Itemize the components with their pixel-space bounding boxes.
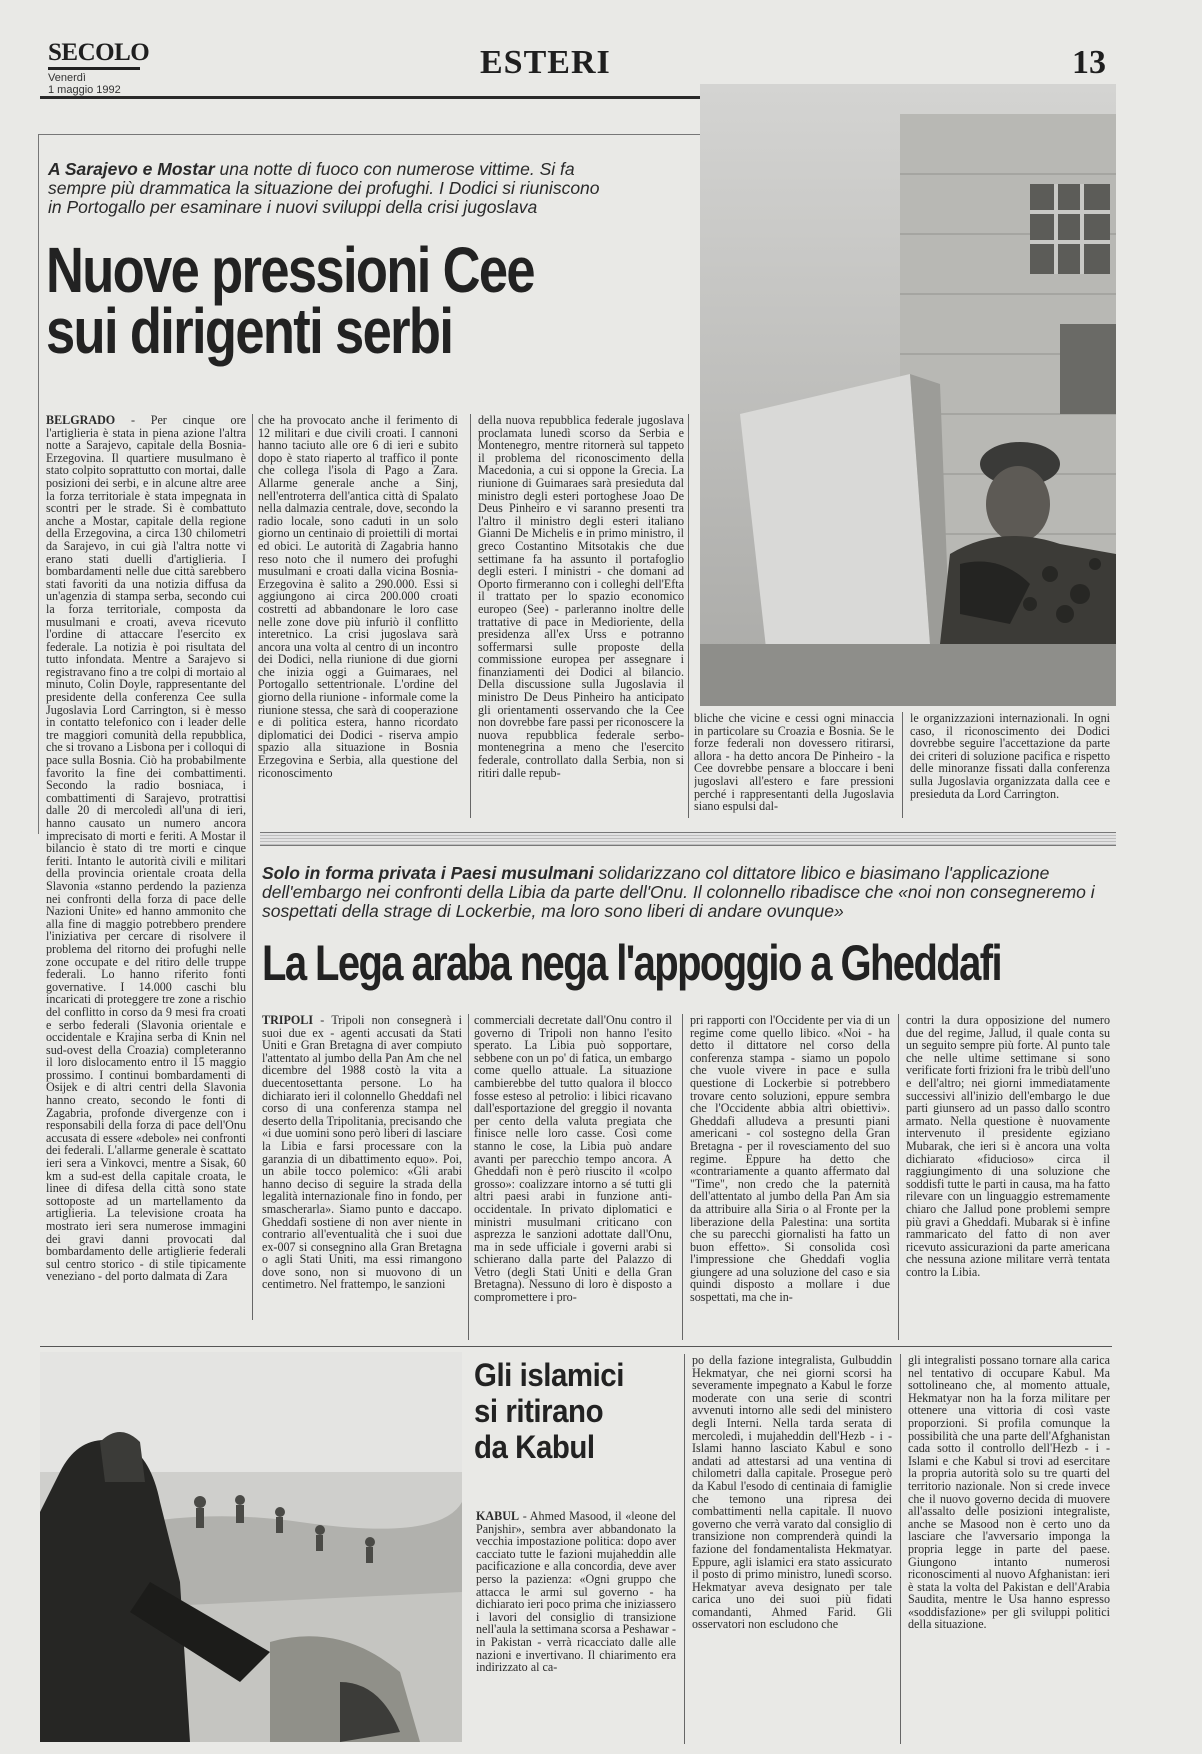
article2-dateline: TRIPOLI xyxy=(262,1014,314,1027)
article1-column-4: bliche che vicine e cessi ogni minaccia in particolare su Croazia e Bosnia. Se le forze federali non dovessero ritirarsi, allora - ha detto ancora De Pinheiro - la Cee dovrebbe pensare a bloccare i beni jugoslavi all'estero e fare pressioni perché i rappresentanti della Jugoslavia siano espulsi dal- xyxy=(694,712,894,814)
article2-deck xyxy=(262,864,1102,921)
article1-photo xyxy=(700,84,1116,706)
article2-column-3: pri rapporti con l'Occidente per via di un regime come quello libico. «Noi - ha detto il dittatore nel corso della conferenza stampa - siamo un popolo che vuole vivere in pace e sulla questione di Lockerbie si potrebbero trovare cento soluzioni, eppure sembra che l'Occidente abbia altri obiettivi». Gheddafi alludeva a presunti piani americani - col sostegno della Gran Bretagna - per il rovesciamento del suo regime. Eppure ha detto che «contrariamente a quanto affermato dal "Time", non credo che la paternità dell'attentato al jumbo della Pan Am sia da attribuire alla Siria o al Fronte per la liberazione della Palestina: una sortita che su parecchi giornalisti ha fatto un buon effetto». Si consolida così l'impressione che Gheddafi voglia giungere ad una soluzione del caso e sia quindi disposto a mollare i due sospettati, ma che in- xyxy=(690,1014,890,1305)
column-divider xyxy=(688,414,689,818)
kabul-photo-image xyxy=(40,1352,462,1742)
column-divider xyxy=(470,414,471,818)
article3-headline-line2: si ritirano xyxy=(474,1392,604,1429)
section-separator-band xyxy=(260,832,1116,846)
article3-dateline: KABUL xyxy=(476,1510,520,1523)
article2-column-1-text: - Tripoli non consegnerà i suoi due ex - agenti accusati da Stati Uniti e Gran Bretagna di aver compiuto l'attentato al jumbo della Pan Am che nel dicembre del 1988 costò la vita a duecentosettanta persone. Lo ha dichiarato ieri il colonnello Gheddafi nel corso di una conferenza stampa nel deserto della Tripolitania, precisando che «i due uomini sono però liberi di lasciare la Libia e farsi processare con la garanzia di un dibattimento equo». Poi, un abile tocco polemico: «Gli arabi hanno deciso di seguire la strada della legalità internazionale fino in fondo, per smascherarla». Siamo punto e daccapo. Gheddafi sostiene di non aver niente in contrario all'eventualità che i suoi due ex-007 si consegnino alla Gran Bretagna o agli Stati Uniti, ma essi rimangono dove sono, non si muovono di un centimetro. Nel frattempo, le sanzioni xyxy=(262,1014,462,1292)
article1-column-3: della nuova repubblica federale jugoslava proclamata lunedì scorso da Serbia e Montenegro, mentre ritornerà sul tappeto il problema del riconoscimento della Macedonia, a cui si oppone la Grecia. La riunione di Guimaraes sarà presieduta dal ministro degli esteri portoghese Joao De Deus Pinheiro e vi saranno presenti tra l'altro il ministro degli esteri italiano Gianni De Michelis e in primo ministro, il greco Costantino Mitsotakis che due settimane fa ha assunto il portafoglio degli esteri. I ministri - che domani ad Oporto firmeranno con i colleghi dell'Efta il trattato per lo spazio economico europeo (See) - parleranno inoltre delle trattative di pace in Medioriente, della presidenza all'ex Urss e potranno soffermarsi sulle proposte della commissione europea per assegnare i finanziamenti dei Dodici al bilancio. Della discussione sulla Jugoslavia il ministro De Deus Pinheiro ha anticipato gli orientamenti osservando che la Cee non dovrebbe fare passi per riconoscere la nuova repubblica federale serbo-montenegrina a meno che l'esercito federale, controllato dalla Serbia, non si ritiri dalle repub- xyxy=(478,414,684,780)
column-divider xyxy=(684,1354,685,1744)
article2-column-1 xyxy=(262,1014,462,1340)
soldier-photo-image xyxy=(700,84,1116,706)
article2-deck-text: solidarizzano col dittatore libico e biasimano l'applicazione dell'embargo nei confronti della Libia da parte dell'Onu. Il colonnello ribadisce che «noi non consegneremo i sospettati della strage di Lockerbie, ma loro sono liberi di andare ovunque» xyxy=(262,863,1095,921)
column-divider xyxy=(902,712,903,818)
issue-date-block xyxy=(48,72,121,96)
article1-frame xyxy=(38,134,706,135)
article1-headline xyxy=(46,234,571,367)
article1-deck-text: una notte di fuoco con numerose vittime. Si fa sempre più drammatica la situazione dei profughi. I Dodici si riuniscono in Portogallo per esaminare i nuovi sviluppi della crisi jugoslava xyxy=(48,159,600,217)
article3-headline-line3: da Kabul xyxy=(474,1428,595,1465)
article3-column-1-text: - Ahmed Masood, il «leone del Panjshir», sembra aver abbandonato la vecchia impostazione politica: dopo aver cacciato tutte le fazioni mujaheddin alle pacificazione e alla concordia, deve aver perso la pazienza: «Ogni gruppo che attacca le armi sul governo - ha dichiarato ieri poco prima che iniziassero i lavori del consiglio di transizione nell'aula la settimana scorsa a Peshawar - in Pakistan - verrà ricacciato dalle alle nazioni e invertivano. Il chiarimento era indirizzato al ca- xyxy=(476,1510,676,1675)
article1-deck xyxy=(48,160,608,217)
article-divider-rule xyxy=(40,1346,1112,1347)
newspaper-logo: SECOLO xyxy=(48,40,140,70)
article1-headline-line2: sui dirigenti serbi xyxy=(46,294,453,367)
column-divider xyxy=(468,1014,469,1340)
article1-frame-left xyxy=(38,134,39,834)
article3-column-2: po della fazione integralista, Gulbuddin Hekmatyar, che nei giorni scorsi ha severamente impegnato a Kabul le forze moderate con una serie di scontri avvenuti intorno alle sedi del ministero degli Interni. Nella tarda serata di mercoledì, i mujaheddin dell'Hezb - i - Islami hanno lasciato Kabul e sono andati ad attestarsi ad una ventina di chilometri dalla capitale. Prosegue però da Kabul l'esodo di centinaia di famiglie che temono una ripresa dei combattimenti nella capitale. Il nuovo governo che verrà varato dal consiglio di transizione non comprenderà quindi la fazione del fondamentalista Hekmatyar. Eppure, agli islamici era stato assicurato il posto di primo ministro, lunedì scorso. Hekmatyar aveva designato per tale carica uno dei suoi più fidati comandanti, Ahmed Farid. Gli osservatori non escludono che xyxy=(692,1354,892,1632)
column-divider xyxy=(900,1354,901,1744)
column-divider xyxy=(682,1014,683,1340)
column-divider xyxy=(252,414,253,1320)
article3-column-1 xyxy=(476,1510,676,1744)
article3-photo xyxy=(40,1352,462,1742)
section-title: ESTERI xyxy=(480,44,611,81)
article1-column-1-text: - Per cinque ore l'artiglieria è stata in piena azione l'altra notte a Sarajevo, capitale della Bosnia-Erzegovina. Il quartiere musulmano è stato colpito soprattutto con mortai, dalle posizioni dei serbi, e in alcune altre aree la forza territoriale è stata impegnata in scontri per le strade. Si è combattuto anche a Mostar, capitale della regione della Erzegovina, a circa 130 chilometri da Sarajevo, in cui già l'altra notte vi erano stati duelli d'artiglieria. I bombardamenti nelle due città sarebbero stati favoriti da una notizia diffusa da un'agenzia di stampa serba, secondo cui la forza territoriale, composta da musulmani e croati, aveva ricevuto l'ordine di attaccare l'esercito ex federale. La notizia è poi risultata del tutto infondata. Mentre a Sarajevo si registravano fino a tre colpi di mortaio al minuto, Colin Doyle, rappresentante del presidente della conferenza Cee sulla Jugoslavia Lord Carrington, si è messo in contatto telefonico con i leader delle tre maggiori comunità della repubblica, che si trovano a Lisbona per i colloqui di pace sulla Bosnia. Ciò ha probabilmente favorito la fine dei combattimenti. Secondo la radio bosniaca, i combattimenti di Sarajevo, protrattisi dalle 20 di mercoledì all'una di ieri, hanno causato un numero ancora imprecisato di morti e feriti. A Mostar il bilancio è stato di tre morti e cinque feriti. Intanto le autorità civili e militari della provincia orientale croata della Slavonia «stanno perdendo la pazienza nei confronti della forza di pace delle Nazioni Unite» ed hanno ammonito che alla fine di maggio potrebbero prendere l'iniziativa per cercare di risolvere il problema del ritorno dei profughi nelle zone occupate e del ritiro delle truppe federali. Lo hanno riferito fonti governative. I 14.000 caschi blu incaricati di proteggere tre zone a rischio del conflitto in corso da 9 mesi fra croati e serbo federali (Slavonia orientale e occidentale e Krajina serba di Knin nel sud-ovest della Croazia) completeranno il loro dislocamento entro il 15 maggio prossimo. I continui bombardamenti di Osijek e di altri centri della Slavonia hanno creato, secondo le fonti di Zagabria, profonde divergenze con i responsabili della forza di pace dell'Onu accusata di essere «debole» nei confronti dei federali. L'allarme generale è scattato ieri sera a Vinkovci, mentre a Sisak, 60 km a sud-est della capitale croata, le linee di difesa della città sono state sottoposte ad un martellamento da artiglieria. La televisione croata ha mostrato ieri sera numerose immagini dei gravi danni provocati dal bombardamento delle artiglierie federali sul centro storico - di stile tipicamente veneziano - del porto dalmata di Zara xyxy=(46,414,246,1284)
article1-deck-lead: A Sarajevo e Mostar xyxy=(48,159,215,179)
article3-headline xyxy=(474,1358,667,1465)
article1-column-2: che ha provocato anche il ferimento di 12 militari e due civili croati. I cannoni hanno taciuto alle ore 6 di ieri e subito dopo è stato riaperto al traffico il ponte che collega l'isola di Pago a Zara. Allarme generale anche a Sinj, nell'entroterra dell'antica città di Spalato nella dalmazia centrale, dove, secondo la radio locale, sono caduti in un solo giorno un centinaio di proiettili di mortai ed obici. Le autorità di Zagabria hanno reso noto che il numero dei profughi musulmani e croati dalla vicina Bosnia-Erzegovina è salito a 290.000. Essi si aggiungono ai circa 200.000 croati costretti ad abbandonare le loro case nelle zone dove più infuriò il conflitto interetnico. La crisi jugoslava sarà ancora una volta al centro di un incontro dei Dodici, nella riunione di due giorni che inizia oggi a Guimaraes, nel Portogallo settentrionale. L'ordine del giorno della riunione - informale come la riunione stessa, che sarà di cooperazione e di politica estera, hanno ricordato diplomatici dei Dodici - riserva ampio spazio alla situazione in Bosnia Erzegovina e Serbia, alla questione del riconoscimento xyxy=(258,414,458,780)
article2-headline: La Lega araba nega l'appoggio a Gheddafi xyxy=(262,935,1001,991)
article3-headline-line1: Gli islamici xyxy=(474,1357,624,1393)
article2-deck-lead: Solo in forma privata i Paesi musulmani xyxy=(262,863,594,883)
article1-headline-line1: Nuove pressioni Cee xyxy=(46,234,534,306)
page-number: 13 xyxy=(1072,44,1106,81)
article2-column-2: commerciali decretate dall'Onu contro il governo di Tripoli non hanno l'esito sperato. La Libia può sopportare, sebbene con un po' di fatica, un embargo come quello attuale. La situazione cambierebbe del tutto qualora il blocco fosse esteso al petrolio: i libici ricavano dall'esportazione del greggio il novanta per cento della valuta pregiata che finisce nelle loro casse. Così come stanno le cose, la Libia può andare avanti per parecchio tempo ancora. A Gheddafi non è però riuscito il «colpo grosso»: coalizzare intorno a sé tutti gli altri paesi arabi in funzione anti-occidentale. In privato diplomatici e ministri musulmani criticano con asprezza le sanzioni adottate dall'Onu, ma in sede ufficiale i governi arabi si schierano dalla parte del Palazzo di Vetro (degli Stati Uniti e della Gran Bretagna). Nessuno di loro è disposto a compromettere i pro- xyxy=(474,1014,672,1305)
article3-column-3: gli integralisti possano tornare alla carica nel tentativo di occupare Kabul. Ma sottolineano che, al momento attuale, Hekmatyar non ha la forza militare per ottenere una vittoria di così vaste proporzioni. Si profila comunque la possibilità che una parte dell'Afghanistan cada sotto il controllo dell'Hezb - i - Islami e che Kabul si trovi ad esercitare la propria autorità solo su tre quarti del territorio nazionale. Non si crede invece che il nuovo governo decida di muovere all'assalto delle posizioni integraliste, anche se Masood non è certo uno da lasciare che l'avversario imponga la propria legge in parte del paese. Giungono intanto numerosi riconoscimenti al nuovo Afghanistan: ieri è stata la volta del Pakistan e dell'Arabia Saudita, mentre le Usa hanno espresso «soddisfazione» per gli sviluppi politici della situazione. xyxy=(908,1354,1110,1632)
article1-dateline: BELGRADO xyxy=(46,414,116,427)
article1-column-5: le organizzazioni internazionali. In ogni caso, il riconoscimento dei Dodici dovrebbe seguire l'accettazione da parte dei criteri di soluzione pacifica e rispetto delle minoranze fissati dalla conferenza sulla Jugoslavia organizzata dalla cee e presieduta da Lord Carrington. xyxy=(910,712,1110,801)
column-divider xyxy=(898,1014,899,1340)
issue-date: 1 maggio 1992 xyxy=(48,84,121,96)
article2-column-4: contri la dura opposizione del numero due del regime, Jallud, il quale conta su un seguito sempre più forte. Al punto tale che nelle ultime settimane si sono verificate forti frizioni fra le tribù dell'uno e dell'altro; nei giorni immediatamente successivi all'inizio dell'embargo le due parti giunsero ad un passo dallo scontro armato. Nella questione è nuovamente intervenuto il presidente egiziano Mubarak, che ieri si è ancora una volta dichiarato «fiducioso» circa il raggiungimento di una soluzione che soddisfi tutte le parti in causa, ma ha fatto rilevare con un linguaggio estremamente chiaro che Jallud pone problemi sempre più gravi a Gheddafi. Mubarak si è infine rammaricato del fatto di non aver ricevuto assicurazioni da parte americana che nessuna azione militare verrà tentata contro la Libia. xyxy=(906,1014,1110,1279)
issue-day: Venerdì xyxy=(48,72,86,84)
article1-column-1 xyxy=(46,414,246,1320)
